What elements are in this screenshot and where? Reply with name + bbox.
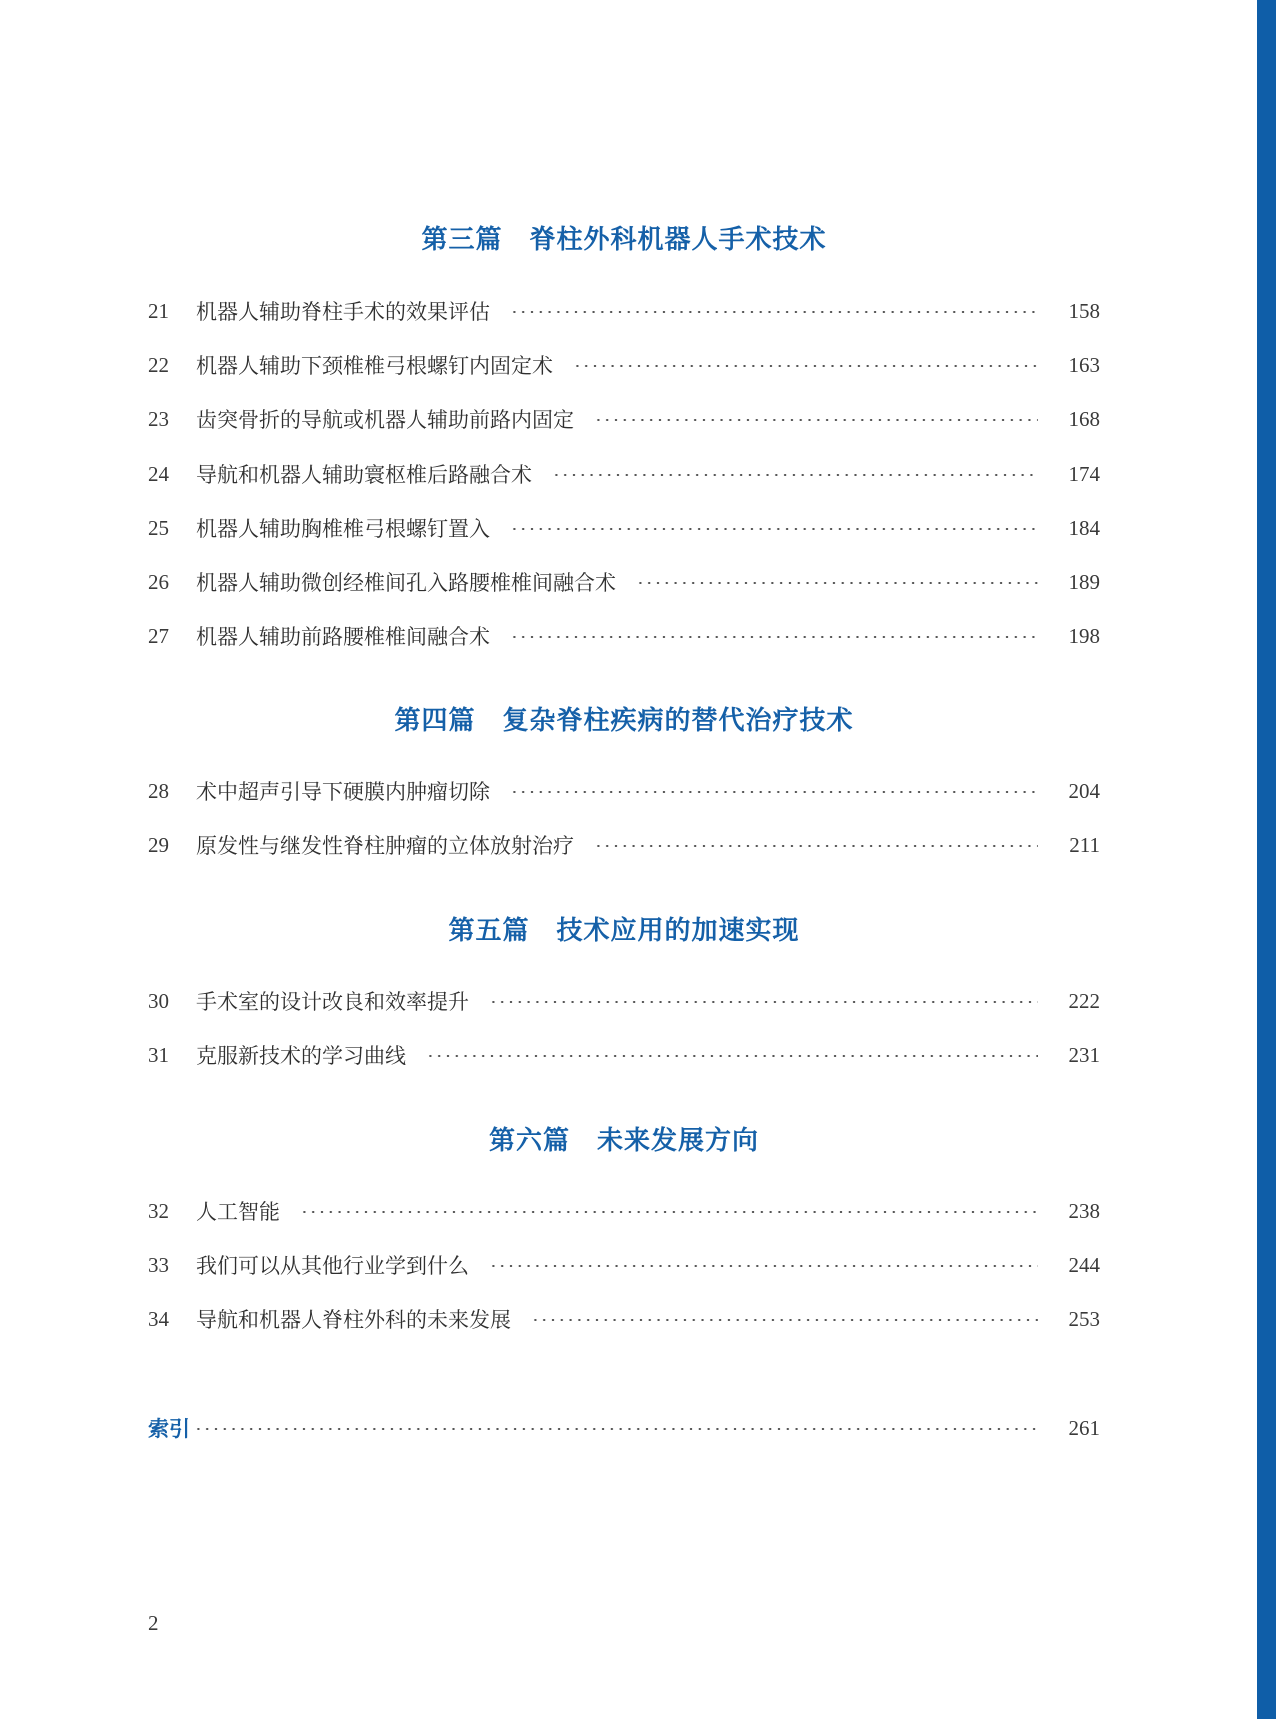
page-number: 222	[1068, 988, 1100, 1013]
dot-leader	[594, 845, 1038, 847]
part-title: 第六篇 未来发展方向	[488, 1126, 759, 1156]
dot-leader	[489, 1001, 1038, 1003]
chapter-title: 导航和机器人辅助寰枢椎后路融合术	[196, 463, 532, 487]
page-number: 158	[1068, 298, 1100, 323]
page-number: 168	[1068, 406, 1100, 431]
chapter-title: 机器人辅助微创经椎间孔入路腰椎椎间融合术	[196, 571, 616, 595]
dot-leader	[531, 1319, 1038, 1321]
dot-leader	[552, 474, 1038, 476]
dot-leader	[573, 365, 1038, 367]
chapter-number: 34	[148, 1306, 169, 1331]
chapter-title: 机器人辅助胸椎椎弓根螺钉置入	[196, 517, 490, 541]
dot-leader	[426, 1055, 1038, 1057]
chapter-number: 25	[148, 515, 169, 540]
toc-entry[interactable]	[148, 513, 1100, 543]
page-number: 211	[1069, 832, 1100, 857]
chapter-number: 32	[148, 1198, 169, 1223]
page-number: 189	[1068, 569, 1100, 594]
chapter-number: 21	[148, 298, 169, 323]
toc-entry[interactable]	[148, 404, 1100, 434]
page-number: 204	[1068, 778, 1100, 803]
page-number: 261	[1068, 1415, 1100, 1440]
toc-entry[interactable]	[148, 567, 1100, 597]
page-number: 198	[1068, 623, 1100, 648]
chapter-title: 机器人辅助前路腰椎椎间融合术	[196, 625, 490, 649]
page-number: 253	[1068, 1306, 1100, 1331]
page-number: 231	[1068, 1042, 1100, 1067]
page-number: 184	[1068, 515, 1100, 540]
toc-entry[interactable]	[148, 1196, 1100, 1226]
index-title: 索引	[148, 1417, 190, 1441]
dot-leader	[510, 311, 1038, 313]
chapter-number: 23	[148, 406, 169, 431]
toc-entry[interactable]	[148, 621, 1100, 651]
toc-entry[interactable]	[148, 776, 1100, 806]
chapter-title: 克服新技术的学习曲线	[196, 1044, 406, 1068]
chapter-title: 原发性与继发性脊柱肿瘤的立体放射治疗	[196, 834, 574, 858]
chapter-title: 术中超声引导下硬膜内肿瘤切除	[196, 780, 490, 804]
toc-entry[interactable]	[148, 459, 1100, 489]
toc-entry[interactable]	[148, 830, 1100, 860]
page-number: 163	[1068, 352, 1100, 377]
chapter-title: 齿突骨折的导航或机器人辅助前路内固定	[196, 408, 574, 432]
dot-leader	[300, 1211, 1038, 1213]
chapter-number: 24	[148, 461, 169, 486]
chapter-number: 22	[148, 352, 169, 377]
chapter-number: 33	[148, 1252, 169, 1277]
chapter-number: 29	[148, 832, 169, 857]
chapter-title: 我们可以从其他行业学到什么	[196, 1254, 469, 1278]
chapter-number: 30	[148, 988, 169, 1013]
dot-leader	[510, 791, 1038, 793]
dot-leader	[510, 528, 1038, 530]
page-edge-bar	[1257, 0, 1276, 1719]
dot-leader	[636, 582, 1038, 584]
toc-entry[interactable]	[148, 1250, 1100, 1280]
folio-page-number: 2	[148, 1611, 159, 1635]
chapter-number: 28	[148, 778, 169, 803]
dot-leader	[489, 1265, 1038, 1267]
dot-leader	[594, 419, 1038, 421]
chapter-title: 手术室的设计改良和效率提升	[196, 990, 469, 1014]
dot-leader	[194, 1428, 1038, 1430]
chapter-title: 人工智能	[196, 1200, 280, 1224]
toc-entry[interactable]	[148, 296, 1100, 326]
part-title: 第四篇 复杂脊柱疾病的替代治疗技术	[394, 706, 854, 736]
chapter-number: 31	[148, 1042, 169, 1067]
chapter-number: 27	[148, 623, 169, 648]
page-number: 244	[1068, 1252, 1100, 1277]
toc-entry[interactable]	[148, 350, 1100, 380]
page-number: 238	[1068, 1198, 1100, 1223]
toc-entry[interactable]	[148, 1304, 1100, 1334]
toc-entry[interactable]	[148, 986, 1100, 1016]
toc-entry[interactable]	[148, 1040, 1100, 1070]
chapter-title: 机器人辅助下颈椎椎弓根螺钉内固定术	[196, 354, 553, 378]
chapter-number: 26	[148, 569, 169, 594]
toc-entry-index[interactable]	[148, 1413, 1100, 1443]
chapter-title: 机器人辅助脊柱手术的效果评估	[196, 300, 490, 324]
part-title: 第五篇 技术应用的加速实现	[448, 916, 800, 946]
page-number: 174	[1068, 461, 1100, 486]
dot-leader	[510, 636, 1038, 638]
part-title: 第三篇 脊柱外科机器人手术技术	[421, 225, 827, 255]
chapter-title: 导航和机器人脊柱外科的未来发展	[196, 1308, 511, 1332]
